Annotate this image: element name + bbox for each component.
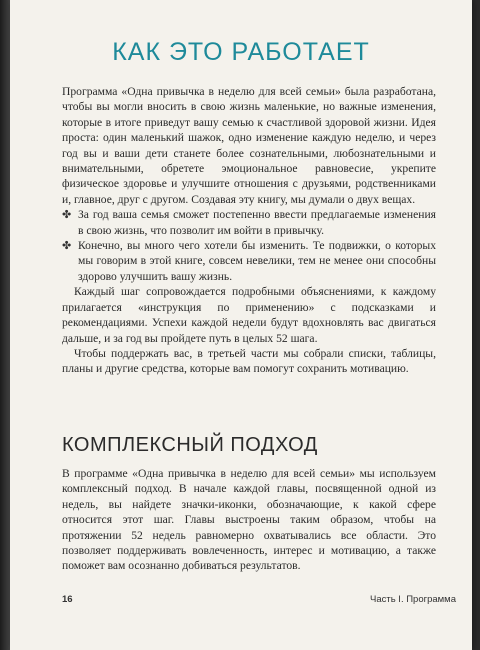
four-leaf-clover-icon: ✤ bbox=[62, 239, 72, 253]
paragraph-steps: Каждый шаг сопровождается подробными объяснениями, к каждому прилагается «инструкция по применению» с подсказками и рекомендациями. Успехи каждой недели будут вдохновлять вас двигаться дальше, и за год вы пройдете путь в целых 52 шага. bbox=[62, 285, 436, 345]
paragraph-support: Чтобы поддержать вас, в третьей части мы собрали списки, таблицы, планы и другие средства, которые вам помогут сохранить мотивацию. bbox=[62, 346, 436, 376]
section-text-block bbox=[62, 466, 436, 574]
running-footer: Часть I. Программа bbox=[370, 594, 456, 605]
paragraph-approach: В программе «Одна привычка в неделю для всей семьи» мы используем комплексный подход. В начале каждой главы, посвященной одной из недель, вы найдете значки-иконки, обозначающие, к какой сфере относится этот шаг. Главы выстроены таким образом, чтобы на протяжении 52 недель равномерно охватывались все области. Это позволяет поддерживать вовлеченность, интерес и мотивацию, а также поможет вам осознанно добиваться результатов. bbox=[62, 467, 436, 573]
page-title: КАК ЭТО РАБОТАЕТ bbox=[112, 38, 370, 66]
bullet-item bbox=[62, 238, 436, 284]
book-page bbox=[10, 0, 472, 650]
section-heading: КОМПЛЕКСНЫЙ ПОДХОД bbox=[62, 434, 318, 456]
intro-paragraph: Программа «Одна привычка в неделю для всей семьи» была разработана, чтобы вы могли вносить в свою жизнь маленькие, но важные изменения, которые в итоге приведут вашу семью к счастливой здоровой жизни. Идея проста: один маленький шажок, одно изменение каждую неделю, и через год вы и ваши дети станете более сознательными, любознательными и внимательными, обретете эмоциональное равновесие, укрепите физическое здоровье и улучшите отношения с друзьями, родственниками и, главное, друг с другом. Создавая эту книгу, мы думали о двух вещах. bbox=[62, 85, 436, 206]
book-binding-shadow bbox=[0, 0, 10, 650]
four-leaf-clover-icon: ✤ bbox=[62, 208, 72, 222]
page-number: 16 bbox=[62, 594, 73, 605]
bullet-text: Конечно, вы много чего хотели бы изменить. Те подвижки, о которых мы говорим в этой книге, совсем невелики, тем не менее они способны здорово улучшить вашу жизнь. bbox=[78, 239, 436, 283]
bullet-item bbox=[62, 207, 436, 238]
main-text-block bbox=[62, 84, 436, 377]
bullet-text: За год ваша семья сможет постепенно ввести предлагаемые изменения в свою жизнь, что позволит им войти в привычку. bbox=[78, 208, 436, 237]
